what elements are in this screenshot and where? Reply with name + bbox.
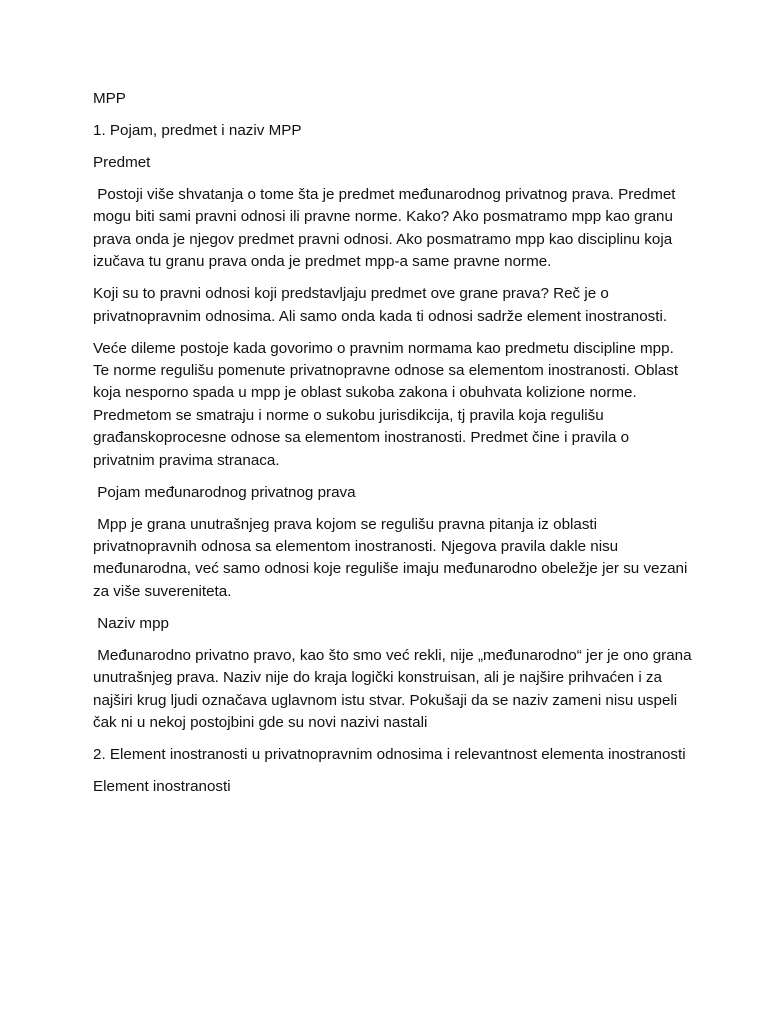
body-paragraph: Koji su to pravni odnosi koji predstavljaju predmet ove grane prava? Reč je o privatnopravnim odnosima. Ali samo onda kada ti odnosi sadrže element inostranosti.: [93, 285, 668, 325]
body-paragraph: Veće dileme postoje kada govorimo o pravnim normama kao predmetu discipline mpp. Te norme regulišu pomenute privatnopravne odnose sa elementom inostranosti. Oblast koja nesporno spada u mpp je oblast sukoba zakona i obuhvata kolizione norme. Predmetom se smatraju i norme o sukobu jurisdikcija, tj pravila koja regulišu građanskoprocesne odnose sa elementom inostranosti. Predmet čine i pravila o privatnim pravima stranaca.: [93, 339, 683, 469]
body-paragraph: Mpp je grana unutrašnjeg prava kojom se regulišu pravna pitanja iz oblasti privatnopravnih odnosa sa elementom inostranosti. Njegova pravila dakle nisu međunarodna, već samo odnosi koje reguliše imaju međunarodno obeležje jer su vezani za više suvereniteta.: [93, 515, 692, 600]
document-body: [93, 88, 696, 808]
section-heading: 1. Pojam, predmet i naziv MPP: [93, 122, 302, 139]
body-paragraph: Međunarodno privatno pravo, kao što smo već rekli, nije „međunarodno“ jer je ono grana unutrašnjeg prava. Naziv nije do kraja logički konstruisan, ali je najšire prihvaćen i za najširi krug ljudi označava uglavnom istu stvar. Pokušaji da se naziv zameni nisu uspeli čak ni u nekoj postojbini gde su novi nazivi nastali: [93, 646, 696, 732]
subheading: Predmet: [93, 154, 151, 171]
section-heading: 2. Element inostranosti u privatnopravnim odnosima i relevantnost elementa inostranosti: [93, 746, 686, 764]
subheading: Element inostranosti: [93, 778, 231, 796]
document-title: MPP: [93, 90, 126, 107]
body-paragraph: Postoji više shvatanja o tome šta je predmet međunarodnog privatnog prava. Predmet mogu biti sami pravni odnosi ili pravne norme. Kako? Ako posmatramo mpp kao granu prava onda je njegov predmet pravni odnosi. Ako posmatramo mpp kao disciplinu koja izučava tu granu prava onda je predmet mpp-a same pravne norme.: [93, 186, 680, 271]
subheading: Pojam međunarodnog privatnog prava: [93, 483, 356, 501]
subheading: Naziv mpp: [93, 614, 169, 632]
